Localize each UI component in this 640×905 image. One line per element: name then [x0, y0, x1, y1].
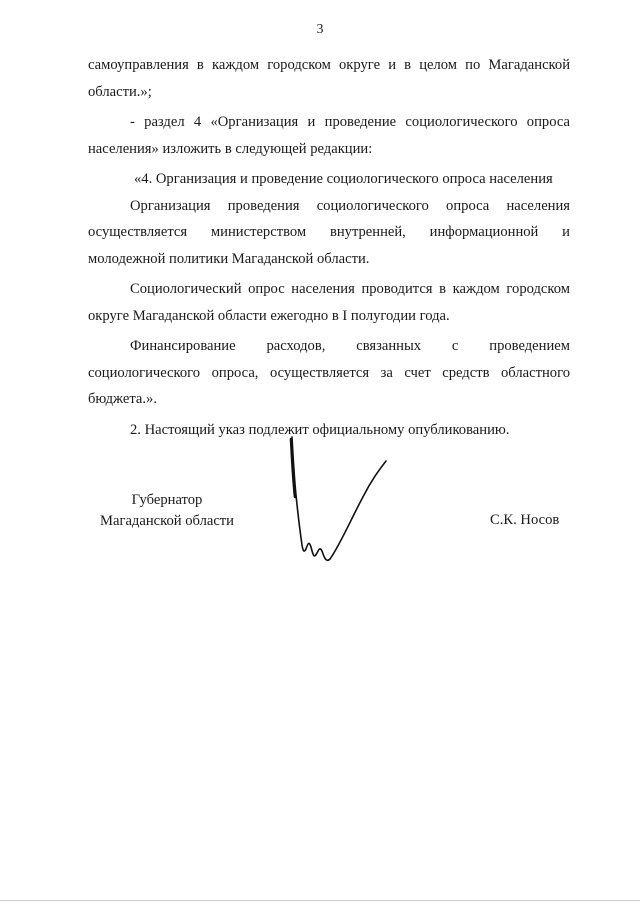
section-heading: «4. Организация и проведение социологического опроса населения	[134, 171, 553, 187]
paragraph-5: Финансирование расходов, связанных с проведением социологического опроса, осуществляется за счет средств областного бюджета.».	[88, 338, 570, 407]
signatory-title	[82, 490, 252, 532]
paragraph-6: 2. Настоящий указ подлежит официальному опубликованию.	[130, 421, 510, 438]
page-number: 3	[316, 22, 324, 37]
signatory-title-line-2: Магаданской области	[100, 513, 234, 529]
handwritten-signature-icon	[280, 435, 400, 575]
document-body	[88, 52, 570, 443]
signatory-title-line-1: Губернатор	[131, 492, 203, 508]
scan-bottom-edge	[0, 900, 640, 901]
paragraph-3: Организация проведения социологического опроса населения осуществляется министерством внутренней, информационной и молодежной политики Магаданской области.	[88, 197, 570, 267]
paragraph-1: самоуправления в каждом городском округе и в целом по Магаданской области.»;	[88, 57, 570, 100]
paragraph-2: - раздел 4 «Организация и проведение социологического опроса населения» изложить в следующей редакции:	[88, 114, 570, 157]
signatory-name: С.К. Носов	[490, 512, 560, 528]
paragraph-4: Социологический опрос населения проводится в каждом городском округе Магаданской области ежегодно в I полугодии года.	[88, 281, 570, 324]
signature-block	[0, 490, 640, 590]
